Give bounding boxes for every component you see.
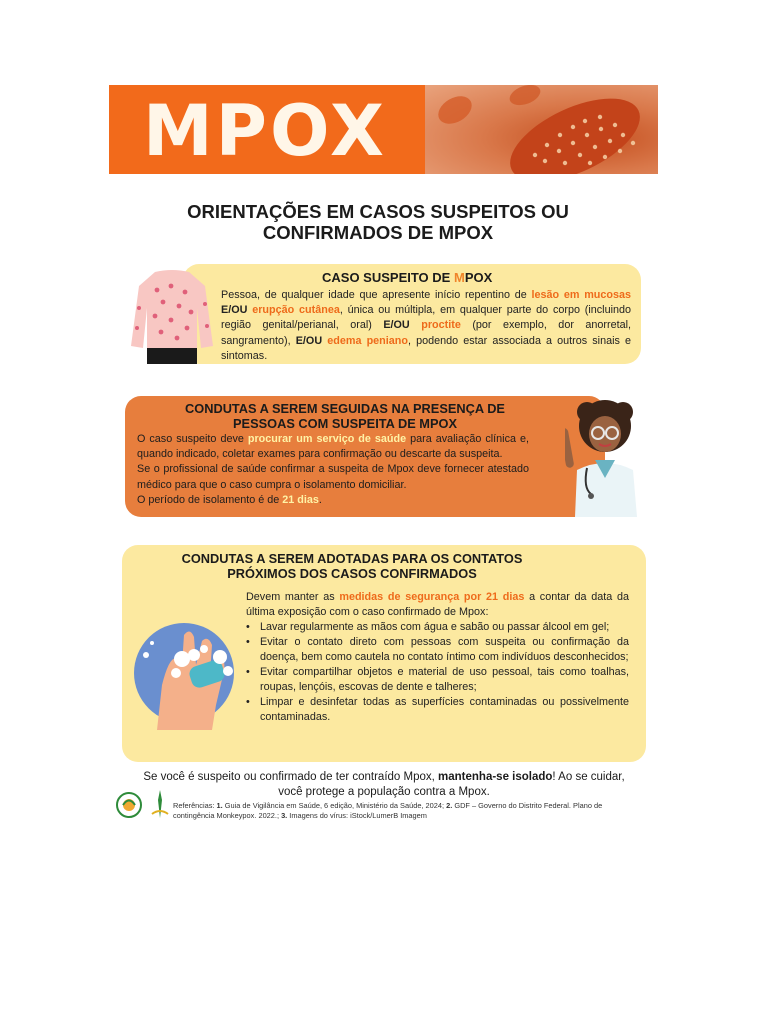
card-heading: CONDUTAS A SEREM SEGUIDAS NA PRESENÇA DE PESSOAS COM SUSPEITA DE MPOX: [185, 401, 505, 431]
header-banner: [109, 85, 658, 174]
card-heading: CASO SUSPEITO DE MPOX: [322, 270, 493, 285]
list-item: • Limpar e desinfetar todas as superfícies contaminadas ou possivelmente contaminadas.: [246, 696, 629, 723]
card-heading: CONDUTAS A SEREM ADOTADAS PARA OS CONTATOS PRÓXIMOS DOS CASOS CONFIRMADOS: [181, 551, 523, 581]
banner-title: MPOX: [143, 90, 387, 172]
card-body: Pessoa, de qualquer idade que apresente início repentino de lesão em mucosas E/OU erupção cutânea, única ou múltipla, em qualquer parte do corpo (incluindo região genital/perianal, oral) E/OU proctite (por exemplo, dor anorretal, sangramento), E/OU edema peniano, podendo estar associada a outros sinais e sintomas.: [221, 289, 632, 362]
measures-list: [242, 620, 629, 725]
card-body: O caso suspeito deve procurar um serviço de saúde para avaliação clínica e, quando indicado, coletar exames para confirmação ou descarte da suspeita. Se o profissional de saúde confirmar a suspeita de Mpox deve fornecer atestado médico para que o caso cumpra o isolamento domiciliar. O período de isolamento é de 21 dias.: [137, 433, 529, 506]
list-item: • Evitar compartilhar objetos e material de uso pessoal, tais como toalhas, roupas, lençóis, escovas de dente e talheres;: [246, 666, 629, 693]
rash-torso-illustration: [127, 268, 217, 364]
page-title: ORIENTAÇÕES EM CASOS SUSPEITOS OU CONFIRMADOS DE MPOX: [187, 201, 569, 243]
list-item: • Lavar regularmente as mãos com água e sabão ou passar álcool em gel;: [246, 621, 610, 633]
doctor-illustration: [565, 398, 645, 517]
suspect-conduct-card: [125, 396, 645, 517]
handwashing-illustration: [132, 615, 242, 733]
card-intro: Devem manter as medidas de segurança por 21 dias a contar da data da última exposição com o caso confirmado de Mpox:: [246, 591, 630, 618]
suspect-case-card: [127, 264, 641, 364]
contacts-conduct-card: [122, 545, 646, 762]
government-logo: [150, 790, 170, 818]
isolation-message: Se você é suspeito ou confirmado de ter contraído Mpox, mantenha-se isolado! Ao se cuidar, você protege a população contra a Mpox.: [143, 771, 625, 798]
list-item: • Evitar o contato direto com pessoas com suspeita ou confirmação da doença, bem como cautela no contato íntimo com indivíduos desconhecidos;: [246, 636, 629, 663]
health-department-logo: [116, 792, 142, 818]
references: Referências: 1. Guia de Vigilância em Saúde, 6 edição, Ministério da Saúde, 2024; 2. GDF – Governo do Distrito Federal. Plano de contingência Monkeypox. 2022.; 3. Imagens do vírus: iStock/LumerB Imagem: [173, 801, 603, 820]
virus-image: [425, 85, 658, 174]
